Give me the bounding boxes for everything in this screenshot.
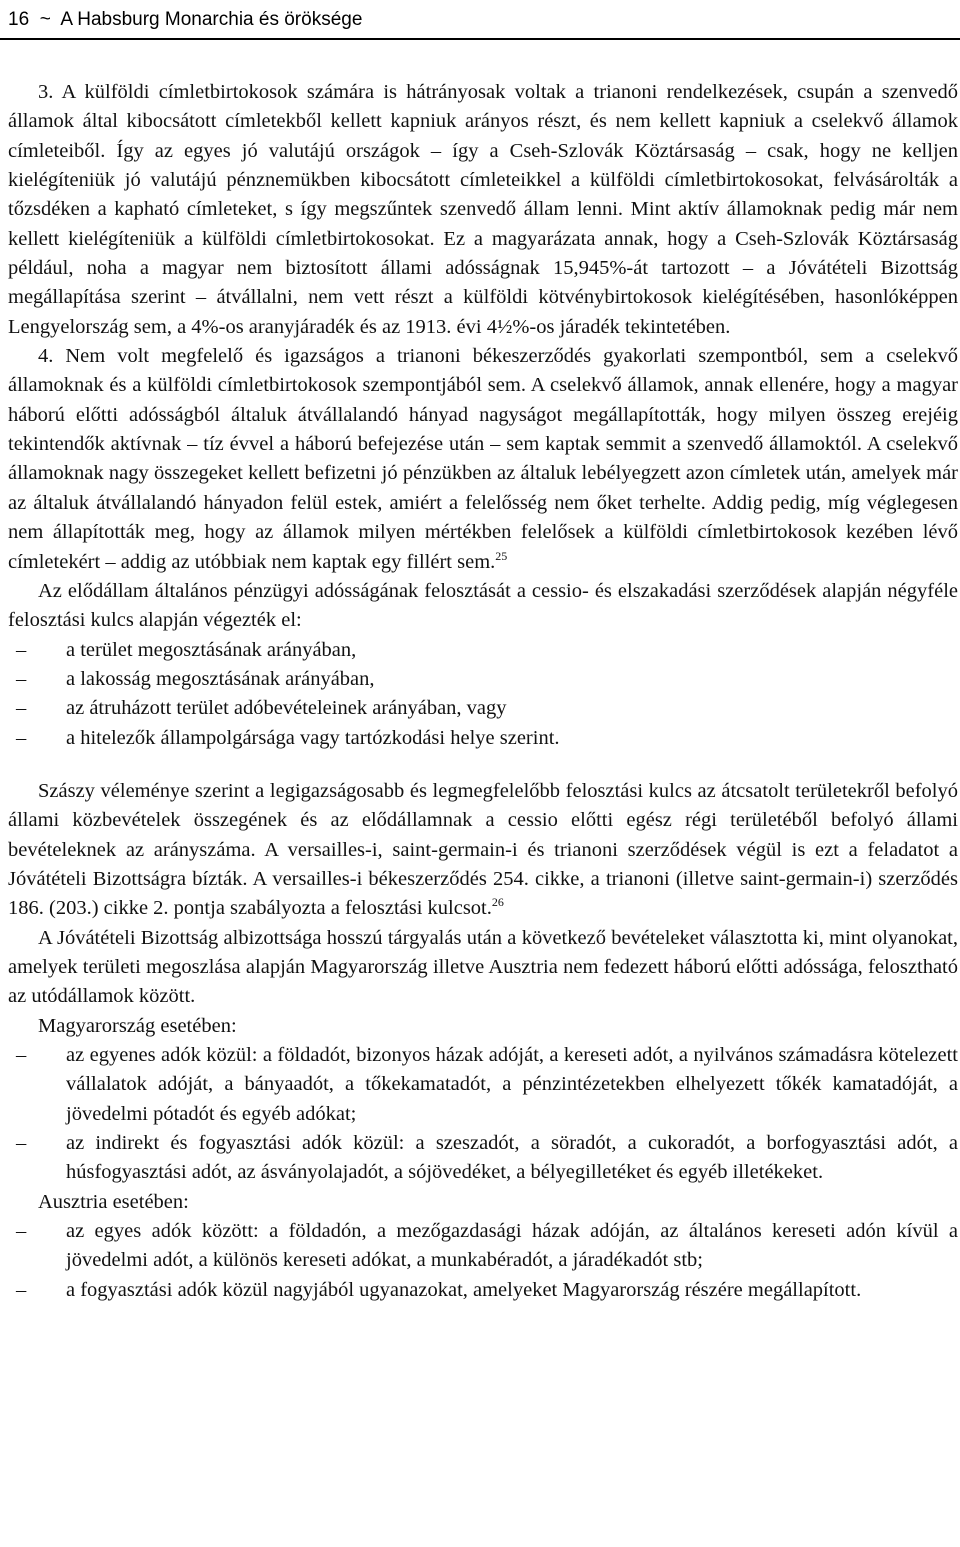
page-body xyxy=(8,78,958,1305)
list-item xyxy=(8,1041,958,1129)
list-dash: – xyxy=(16,1278,27,1301)
running-head xyxy=(8,9,362,31)
list-item xyxy=(8,1217,958,1276)
list-dash: – xyxy=(16,697,27,720)
list-item-text: az indirekt és fogyasztási adók közül: a szeszadót, a söradót, a cukoradót, a borfogyasztási adót, a húsfogyasztási adót, az ásványolajadót, a sójövedéket, a bélyegilletéket és egyéb illetékeket. xyxy=(66,1132,958,1184)
list-item xyxy=(8,694,958,723)
paragraph-point-3: 3. A külföldi címletbirtokosok számára is hátrányosak voltak a trianoni rendelkezések, csupán a szenvedő államok által kibocsátott címletekből kellett kapniuk arányos részt, és nem kellett kapniuk a cselekvő államok címleteiből. Így az egyes jó valutájú országok – így a Cseh-Szlovák Köztársaság – csak, hogy ne kelljen kielégíteniük jó valutájú pénznemükben kibocsátott címleteikkel a külföldi címletbirtokosokat, felvásárolták a tőzsdéken a kapható címleteket, s így megszűntek szenvedő állam lenni. Mint aktív államoknak pedig már nem kellett kielégíteniük a külföldi címletbirtokosokat. Ez a magyarázata annak, hogy a Cseh-Szlovák Köztársaság például, noha a magyar nem biztosított állami adósságnak 15,945%-át tartozott – a Jóvátételi Bizottság megállapítása szerint – átvállalni, nem vett részt a külföldi kötvénybirtokosok kielégítésében, hasonlóképpen Lengyelország sem, a 4%-os aranyjáradék és az 1913. évi 4½%-os járadék tekintetében. xyxy=(8,81,958,338)
list-dash: – xyxy=(16,1220,27,1243)
list-dash: – xyxy=(16,638,27,661)
list-dash: – xyxy=(16,1044,27,1066)
list-dash: – xyxy=(16,667,27,690)
division-keys-list xyxy=(8,636,958,753)
paragraph-division-keys: Az elődállam általános pénzügyi adósságának felosztását a cessio- és elszakadási szerződések alapján négyféle felosztási kulcs alapján végezték el: xyxy=(8,579,958,632)
list-item-text: a fogyasztási adók közül nagyjából ugyanazokat, amelyeket Magyarország részére megállapított. xyxy=(66,1278,862,1301)
heading-austria: Ausztria esetében: xyxy=(38,1190,189,1213)
list-item-text: az egyes adók között: a földadón, a mezőgazdasági házak adóján, az általános kereseti adón kívül a jövedelmi adót, a különös kereseti adókat, a munkabéradót, a járadékadót stb; xyxy=(66,1220,958,1272)
list-item-text: a terület megosztásának arányában, xyxy=(66,638,357,661)
list-item xyxy=(8,724,958,753)
list-item xyxy=(8,636,958,665)
list-item-text: az egyenes adók közül: a földadót, bizonyos házak adóját, a kereseti adót, a nyilvános számadásra kötelezett vállalatok adóját, a bányaadót, a tőkekamatadót, a pénzintézetekben elhelyezett tőkék kamatadóját, a jövedelmi pótadót és egyéb adókat; xyxy=(66,1044,958,1125)
page-number: 16 xyxy=(8,9,30,30)
list-item-text: az átruházott terület adóbevételeinek arányában, vagy xyxy=(66,697,507,720)
list-item-text: a hitelezők állampolgársága vagy tartózkodási helye szerint. xyxy=(66,726,560,749)
list-item xyxy=(8,1129,958,1188)
paragraph-point-4-text: 4. Nem volt megfelelő és igazságos a trianoni békeszerződés gyakorlati szempontból, sem a cselekvő államoknak és a külföldi címletbirtokosok szempontjából sem. A cselekvő államok, annak ellenére, hogy a magyar háború előtti adósságból általuk átvállalandó hányad nagyságot megállapították, hogy milyen összeg erejéig tekintendők aktívnak – tíz évvel a háború befejezése után – sem kaptak semmit a szenvedő államoktól. A cselekvő államoknak nagy összegeket kellett befizetni jó pénzükben az általuk lebélyegzett azon címletek után, amelyek már az általuk átvállalandó hányadon felül estek, amiért a felelősség nem őket terhelte. Addig pedig, míg véglegesen nem állapították meg, hogy az államok milyen mértékben felelősek a külföldi címletbirtokosok kezében lévő címletekért – addig az utóbbiak nem kaptak egy fillért sem. xyxy=(8,345,958,573)
austria-list xyxy=(8,1217,958,1305)
list-item xyxy=(8,1276,958,1305)
header-title: A Habsburg Monarchia és öröksége xyxy=(60,9,363,30)
list-item-text: a lakosság megosztásának arányában, xyxy=(66,667,375,690)
paragraph-point-4 xyxy=(8,342,958,577)
footnote-ref-25: 25 xyxy=(495,548,508,563)
paragraph-szaszy xyxy=(8,777,958,924)
paragraph-subcommittee: A Jóvátételi Bizottság albizottsága hosszú tárgyalás után a következő bevételeket választotta ki, mint olyanokat, amelyek területi megoszlása alapján Magyarország illetve Ausztria nem fedezett háború előtti adóssága, felosztható az utódállamok között. xyxy=(8,926,958,1008)
page-header xyxy=(0,0,960,40)
paragraph-szaszy-text: Szászy véleménye szerint a legigazságosabb és legmegfelelőbb felosztási kulcs az átcsatolt területekről befolyó állami közbevételek összegének és az elődállamnak a cessio előtti egész régi területéből befolyó állami bevételeknek az arányszáma. A versailles-i, saint-germain-i és trianoni szerződések végül is ezt a feladatot a Jóvátételi Bizottságra bízták. A versailles-i békeszerződés 254. cikke, a trianoni (illetve saint-germain-i) szerződés 186. (203.) cikke 2. pontja szabályozta a felosztási kulcsot. xyxy=(8,779,958,920)
heading-hungary: Magyarország esetében: xyxy=(38,1014,237,1037)
header-separator: ~ xyxy=(39,9,51,30)
list-item xyxy=(8,665,958,694)
list-dash: – xyxy=(16,1132,27,1155)
list-dash: – xyxy=(16,726,27,749)
hungary-list xyxy=(8,1041,958,1188)
footnote-ref-26: 26 xyxy=(491,895,504,910)
